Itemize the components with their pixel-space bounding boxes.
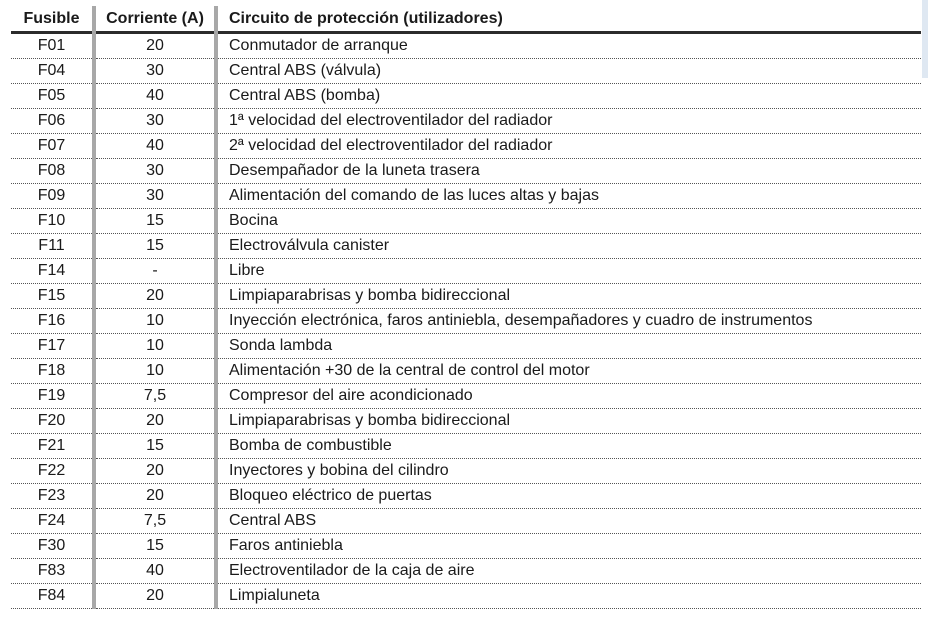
circuit-cell: Alimentación +30 de la central de control del motor	[216, 359, 921, 384]
circuit-cell: Central ABS	[216, 509, 921, 534]
table-row	[11, 409, 921, 434]
table-row	[11, 84, 921, 109]
circuit-cell: Libre	[216, 259, 921, 284]
table-row	[11, 234, 921, 259]
circuit-cell: Sonda lambda	[216, 334, 921, 359]
fuse-cell: F17	[11, 334, 94, 359]
table-row	[11, 559, 921, 584]
circuit-cell: Inyectores y bobina del cilindro	[216, 459, 921, 484]
current-cell: 7,5	[94, 509, 216, 534]
circuit-cell: 2ª velocidad del electroventilador del radiador	[216, 134, 921, 159]
table-row	[11, 134, 921, 159]
fuse-cell: F24	[11, 509, 94, 534]
circuit-cell: Limpiaparabrisas y bomba bidireccional	[216, 284, 921, 309]
circuit-cell: Compresor del aire acondicionado	[216, 384, 921, 409]
fuse-cell: F09	[11, 184, 94, 209]
fuse-cell: F05	[11, 84, 94, 109]
scrollbar-thumb[interactable]	[922, 0, 928, 78]
fuse-cell: F07	[11, 134, 94, 159]
fuse-table-container	[11, 6, 921, 609]
fuse-cell: F16	[11, 309, 94, 334]
fuse-cell: F10	[11, 209, 94, 234]
current-cell: 20	[94, 409, 216, 434]
fuse-cell: F83	[11, 559, 94, 584]
fuse-cell: F30	[11, 534, 94, 559]
circuit-cell: Limpialuneta	[216, 584, 921, 609]
fuse-cell: F14	[11, 259, 94, 284]
fuse-cell: F15	[11, 284, 94, 309]
circuit-cell: Faros antiniebla	[216, 534, 921, 559]
fuse-cell: F08	[11, 159, 94, 184]
fuse-cell: F11	[11, 234, 94, 259]
table-row	[11, 159, 921, 184]
current-cell: 40	[94, 84, 216, 109]
fuse-cell: F19	[11, 384, 94, 409]
header-current: Corriente (A)	[94, 6, 216, 33]
fuse-cell: F23	[11, 484, 94, 509]
table-row	[11, 584, 921, 609]
fuse-cell: F84	[11, 584, 94, 609]
header-fuse: Fusible	[11, 6, 94, 33]
table-row	[11, 59, 921, 84]
current-cell: 40	[94, 559, 216, 584]
current-cell: 30	[94, 59, 216, 84]
table-body	[11, 33, 921, 609]
fuse-cell: F22	[11, 459, 94, 484]
fuse-table	[11, 6, 921, 609]
current-cell: 40	[94, 134, 216, 159]
circuit-cell: Electroventilador de la caja de aire	[216, 559, 921, 584]
table-row	[11, 534, 921, 559]
circuit-cell: Desempañador de la luneta trasera	[216, 159, 921, 184]
circuit-cell: Central ABS (válvula)	[216, 59, 921, 84]
header-row	[11, 6, 921, 33]
table-row	[11, 109, 921, 134]
table-row	[11, 184, 921, 209]
fuse-cell: F20	[11, 409, 94, 434]
current-cell: -	[94, 259, 216, 284]
current-cell: 15	[94, 234, 216, 259]
circuit-cell: Alimentación del comando de las luces altas y bajas	[216, 184, 921, 209]
circuit-cell: Bloqueo eléctrico de puertas	[216, 484, 921, 509]
table-row	[11, 33, 921, 59]
table-row	[11, 334, 921, 359]
current-cell: 7,5	[94, 384, 216, 409]
current-cell: 20	[94, 484, 216, 509]
table-row	[11, 359, 921, 384]
circuit-cell: Limpiaparabrisas y bomba bidireccional	[216, 409, 921, 434]
current-cell: 30	[94, 159, 216, 184]
fuse-cell: F04	[11, 59, 94, 84]
fuse-cell: F01	[11, 33, 94, 59]
current-cell: 20	[94, 284, 216, 309]
circuit-cell: Inyección electrónica, faros antiniebla, desempañadores y cuadro de instrumentos	[216, 309, 921, 334]
current-cell: 10	[94, 309, 216, 334]
current-cell: 30	[94, 184, 216, 209]
circuit-cell: 1ª velocidad del electroventilador del radiador	[216, 109, 921, 134]
table-row	[11, 384, 921, 409]
current-cell: 10	[94, 334, 216, 359]
table-row	[11, 434, 921, 459]
fuse-cell: F21	[11, 434, 94, 459]
header-circuit: Circuito de protección (utilizadores)	[216, 6, 921, 33]
fuse-cell: F06	[11, 109, 94, 134]
table-row	[11, 484, 921, 509]
circuit-cell: Central ABS (bomba)	[216, 84, 921, 109]
current-cell: 30	[94, 109, 216, 134]
table-row	[11, 209, 921, 234]
fuse-cell: F18	[11, 359, 94, 384]
table-row	[11, 284, 921, 309]
current-cell: 15	[94, 534, 216, 559]
circuit-cell: Electroválvula canister	[216, 234, 921, 259]
current-cell: 20	[94, 459, 216, 484]
table-row	[11, 309, 921, 334]
current-cell: 15	[94, 209, 216, 234]
current-cell: 15	[94, 434, 216, 459]
table-row	[11, 509, 921, 534]
circuit-cell: Bomba de combustible	[216, 434, 921, 459]
current-cell: 20	[94, 584, 216, 609]
circuit-cell: Bocina	[216, 209, 921, 234]
table-row	[11, 459, 921, 484]
table-row	[11, 259, 921, 284]
circuit-cell: Conmutador de arranque	[216, 33, 921, 59]
table-header	[11, 6, 921, 33]
current-cell: 20	[94, 33, 216, 59]
current-cell: 10	[94, 359, 216, 384]
